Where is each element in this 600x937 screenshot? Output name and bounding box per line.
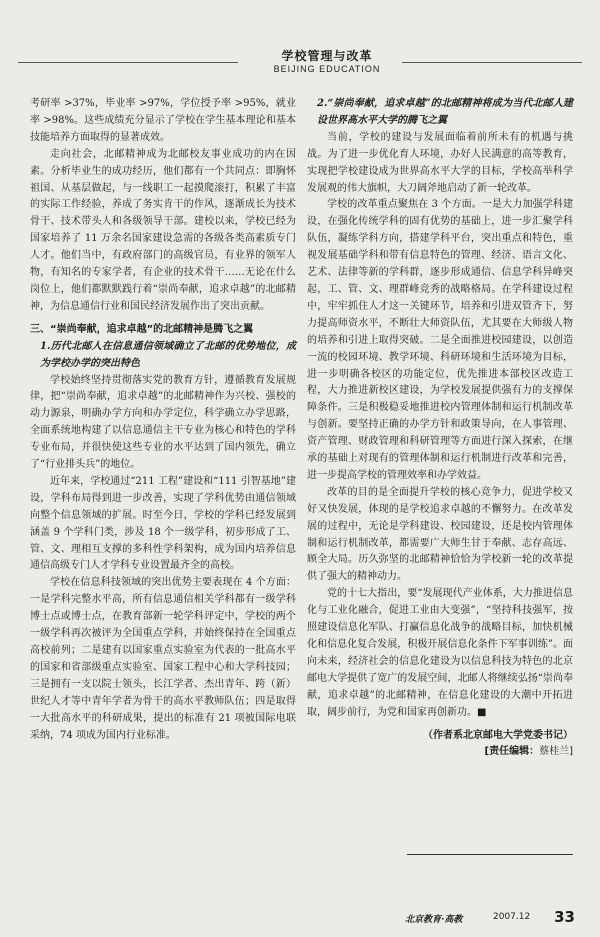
paragraph: 当前，学校的建设与发展面临着前所未有的机遇与挑战。为了进一步优化育人环境，办好人民满意的高等教育，实现把学校建设成为世界高水平大学的目标，学校高举科学发展观的伟大旗帜，大刀阔斧地启动了新一轮改革。 bbox=[307, 131, 573, 194]
paragraph: 学校始终坚持贯彻落实党的教育方针，遵循教育发展规律，把“崇尚奉献，追求卓越”的北邮精神作为兴校、强校的动力源泉，明确办学方向和办学定位，科学确立办学思路，全面系统地构建了以信息通信主干专业为核心和特色的学科专业布局，并很快使这些专业的水平达到了国内领先，确立了“行业排头兵”的地位。 bbox=[30, 374, 296, 471]
section-title: 学校管理与改革 bbox=[281, 49, 373, 63]
header-rule-left bbox=[18, 62, 238, 63]
header-rule-right bbox=[402, 62, 582, 63]
paragraph: 学校在信息科技领域的突出优势主要表现在 4 个方面：一是学科完整水平高，所有信息通信相关学科都有一级学科博士点或博士点，在教育部新一轮学科评定中，学校的两个一级学科再次被评为全国重点学科，并始终保持在全国重点高校前列；二是建有以国家重点实验室为代表的一批高水平的国家和省部级重点实验室、国家工程中心和大学科技园；三是拥有一支以院士领头，长江学者、杰出青年、跨（新）世纪人才等中青年学者为骨干的高水平教师队伍；四是取得一大批高水平的科研成果，提出的标准有 21 项被国际电联采纳，74 项成为国内行业标准。 bbox=[30, 577, 296, 741]
footer-rule bbox=[407, 854, 573, 855]
editor-label: [责任编辑： bbox=[484, 746, 540, 758]
subsection-heading: 1.历代北邮人在信息通信领域确立了北邮的优势地位，成为学校办学的突出特色 bbox=[40, 340, 296, 369]
journal-name: 北京教育·高教 bbox=[405, 915, 463, 925]
paragraph: 学校的改革重点聚焦在 3 个方面。一是大力加强学科建设，在强化传统学科的固有优势的基础上，进一步汇聚学科队伍，凝练学科方向，搭建学科平台，突出重点和特色，重视发展基础学科和带有信息特色的管理、经济、语言文化、艺术、法律等新的学科群，逐步形成通信、信息学科异峰突起，工、管、文、理群峰竞秀的战略格局。在学科建设过程中，牢牢抓住人才这一关键环节，培养和引进双管齐下，努力提高师资水平，不断壮大师资队伍，尤其要在大师级人物的培养和引进上取得突破。二是全面推进校园建设，以创造一流的校园环境、教学环境、科研环境和生活环境为目标，进一步明确各校区的功能定位，优先推进本部校区改造工程，大力推进新校区建设，为学校发展提供强有力的支撑保障条件。三是积极稳妥地推进校内管理体制和运行机制改革与创新。要坚持正确的办学方针和政策导向，在人事管理、资产管理、财政管理和科研管理等方面进行深入探索，在继承的基础上对现有的管理体制和运行机制进行改革和完善，进一步提高学校的管理效率和办学效益。 bbox=[307, 199, 573, 481]
left-column bbox=[30, 96, 296, 744]
issue-number: 2007.12 bbox=[493, 912, 531, 922]
paragraph: 走向社会，北邮精神成为北邮校友事业成功的内在因素。分析毕业生的成功经历，他们都有一个共同点：即胸怀祖国、从基层做起，与一线职工一起摸爬滚打，积累了丰富的实际工作经验，养成了务实肯干的作风，逐渐成长为技术骨干、技术带头人和各级领导干部。建校以来，学校已经为国家培养了 11 万余名国家建设急需的各级各类高素质专门人才。他们当中，有政府部门的高级官员，有业界的领军人物，有知名的专家学者，有企业的技术骨干……无论在什么岗位上，他们都默默践行着“崇尚奉献，追求卓越”的北邮精神，为信息通信行业和国民经济发展作出了突出贡献。 bbox=[30, 148, 296, 312]
paragraph: 党的十七大指出，要“发展现代产业体系，大力推进信息化与工业化融合，促进工业由大变强”，“坚持科技强军，按照建设信息化军队、打赢信息化战争的战略目标，加快机械化和信息化复合发展，积极开展信息化条件下军事训练”。面向未来，经济社会的信息化建设为以信息科技为特色的北京邮电大学提供了宽广的发展空间，北邮人将继续弘扬“崇尚奉献，追求卓越”的北邮精神，在信息化建设的大潮中开拓进取，阔步前行，为党和国家再创新功。■ bbox=[307, 588, 573, 718]
right-column bbox=[307, 96, 573, 761]
paragraph: 近年来，学校通过“211 工程”建设和“111 引智基地”建设，学科布局得到进一步改善，实现了学科优势由通信领域向整个信息领域的扩展。时至今日，学校的学科已经发展到涵盖 9 个学科门类，涉及 18 个一级学科，初步形成了工、管、文、理相互支撑的多科性学科架构，成为国内培养信息通信高级专门人才学科专业设置最齐全的高校。 bbox=[30, 475, 296, 572]
paragraph: 考研率 >37%，毕业率 >97%，学位授予率 >95%，就业率 >98%。这些成绩充分显示了学校在学生基本理论和基本技能培养方面取得的显著成效。 bbox=[30, 98, 296, 143]
journal-english-name: BEIJING EDUCATION bbox=[273, 64, 381, 74]
paragraph: 改革的目的是全面提升学校的核心竞争力，促进学校又好又快发展，体现的是学校追求卓越的不懈努力。在改革发展的过程中，无论是学科建设、校园建设，还是校内管理体制和运行机制改革，都需要广大师生甘于奉献、志存高远、顾全大局。历久弥坚的北邮精神恰恰为学校新一轮的改革提供了强大的精神动力。 bbox=[307, 486, 573, 583]
author-note: （作者系北京邮电大学党委书记） bbox=[423, 729, 573, 741]
editor-name: 蔡桂兰] bbox=[539, 746, 573, 758]
page-footer bbox=[380, 908, 575, 928]
responsible-editor bbox=[307, 744, 573, 761]
page-number: 33 bbox=[554, 908, 575, 926]
section-heading: 三、“崇尚奉献，追求卓越”的北邮精神是腾飞之翼 bbox=[30, 323, 254, 335]
subsection-heading: 2.“崇尚奉献，追求卓越”的北邮精神将成为当代北邮人建设世界高水平大学的腾飞之翼 bbox=[317, 98, 573, 126]
